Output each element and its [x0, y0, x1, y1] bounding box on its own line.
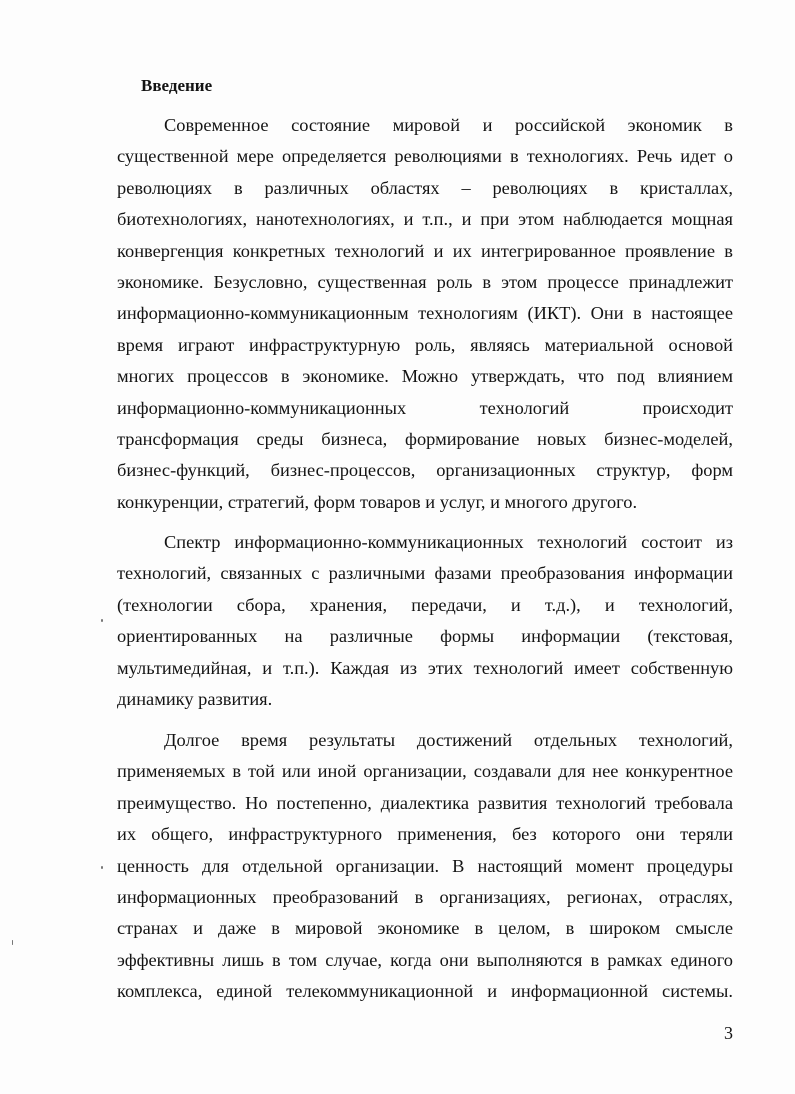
text-line: революциях в различных областях – революциях в кристаллах,: [117, 177, 733, 198]
text-line: многих процессов в экономике. Можно утверждать, что под влиянием: [117, 366, 733, 387]
text-line: странах и даже в мировой экономике в целом, в широком смысле: [117, 918, 733, 939]
text-line: применяемых в той или иной организации, создавали для нее конкурентное: [117, 761, 733, 782]
text-line: время играют инфраструктурную роль, являясь материальной основой: [117, 334, 733, 355]
text-line: (технологии сбора, хранения, передачи, и т.д.), и технологий,: [117, 594, 733, 615]
paragraph-1: [117, 110, 733, 518]
text-line: конкуренции, стратегий, форм товаров и услуг, и многого другого.: [117, 491, 638, 512]
text-line: конвергенция конкретных технологий и их интегрированное проявление в: [117, 240, 733, 261]
text-line: динамику развития.: [117, 688, 273, 709]
text-line: мультимедийная, и т.п.). Каждая из этих технологий имеет собственную: [117, 657, 733, 678]
text-line: экономике. Безусловно, существенная роль в этом процессе принадлежит: [117, 271, 733, 292]
text-line: биотехнологиях, нанотехнологиях, и т.п., и при этом наблюдается мощная: [117, 209, 733, 230]
scan-speck: [101, 866, 103, 869]
text-line: информационно-коммуникационных технологий происходит: [117, 397, 733, 418]
text-line: их общего, инфраструктурного применения, без которого они теряли: [117, 824, 733, 845]
text-line: трансформация среды бизнеса, формирование новых бизнес-моделей,: [117, 428, 733, 449]
scan-speck: [12, 940, 13, 945]
text-line: Спектр информационно-коммуникационных технологий состоит из: [164, 532, 733, 552]
text-line: комплекса, единой телекоммуникационной и информационной системы.: [117, 981, 733, 1002]
text-line: бизнес-функций, бизнес-процессов, организационных структур, форм: [117, 460, 733, 481]
scan-speck: [101, 619, 103, 622]
paragraph-2: [117, 527, 733, 715]
text-line: существенной мере определяется революциями в технологиях. Речь идет о: [117, 146, 733, 167]
paragraph-3: [117, 725, 733, 1008]
section-heading: Введение: [141, 76, 213, 95]
page-number: 3: [724, 1023, 733, 1043]
text-line: преимущество. Но постепенно, диалектика развития технологий требовала: [117, 792, 733, 813]
text-line: Современное состояние мировой и российской экономик в: [164, 115, 733, 135]
text-line: ориентированных на различные формы информации (текстовая,: [117, 626, 733, 647]
text-line: эффективны лишь в том случае, когда они выполняются в рамках единого: [117, 949, 733, 970]
text-line: технологий, связанных с различными фазами преобразования информации: [117, 563, 733, 584]
text-line: информационно-коммуникационным технологиям (ИКТ). Они в настоящее: [117, 303, 733, 324]
text-line: ценность для отдельной организации. В настоящий момент процедуры: [117, 855, 733, 876]
text-line: информационных преобразований в организациях, регионах, отраслях,: [117, 886, 733, 907]
text-line: Долгое время результаты достижений отдельных технологий,: [164, 730, 733, 750]
